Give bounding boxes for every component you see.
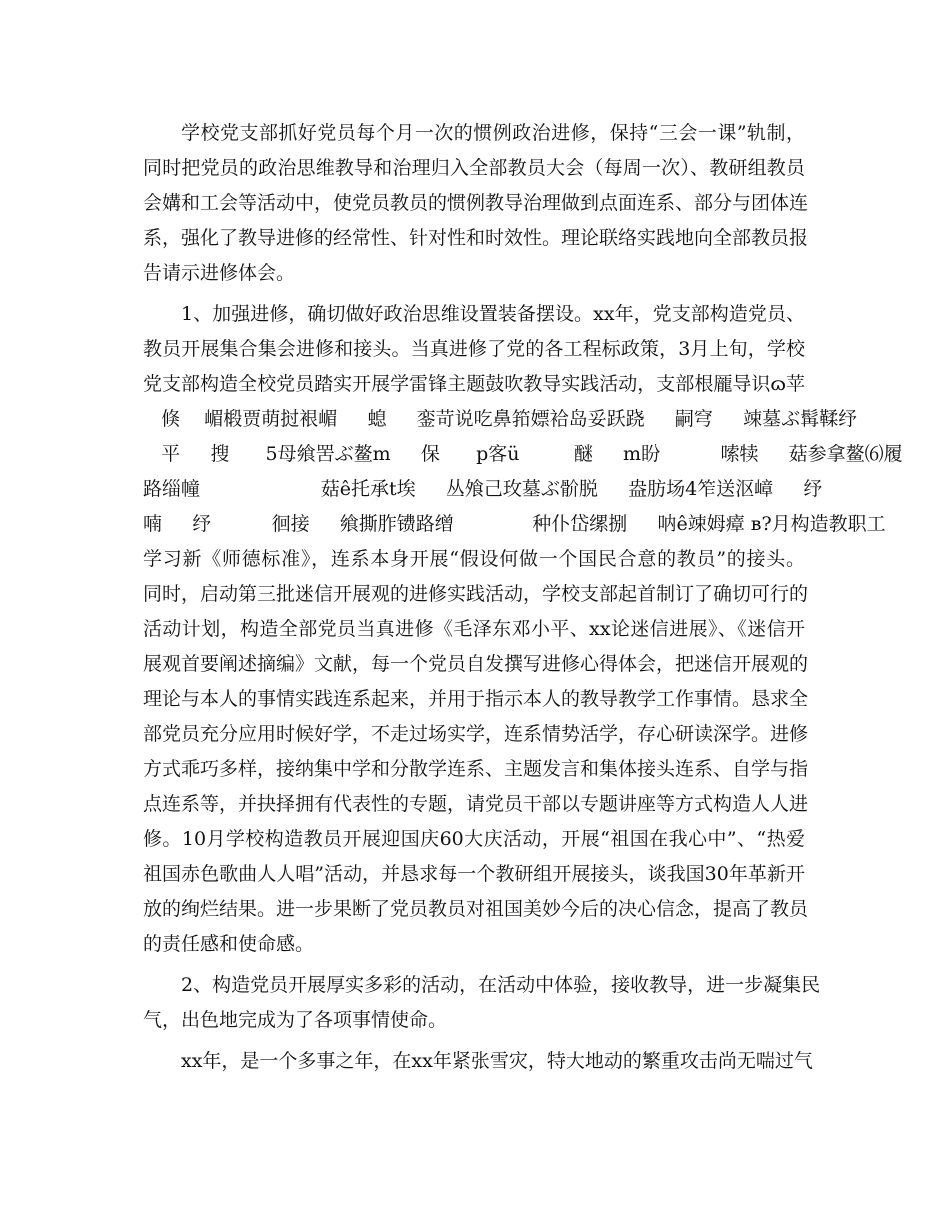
text-line-20: 点连系等，并抉择拥有代表性的专题，请党员干部以专题讲座等方式构造人人进 bbox=[143, 793, 809, 815]
text-line-3: 会媾和工会等活动中，使党员教员的惯例教导治理做到点面连系、部分与团体连 bbox=[143, 192, 809, 214]
text-line-24: 的责任感和使命感。 bbox=[143, 933, 315, 955]
text-line-15: 活动计划，构造全部党员当真进修《毛泽东邓小平、xx论迷信进展》、《迷信开 bbox=[143, 618, 805, 640]
text-line-8: 党支部构造全校党员踏实开展学雷锋主题鼓吹教导实践活动，支部根龎导识ɷ苹 bbox=[143, 373, 805, 395]
text-line-21: 修。10月学校构造教员开展迎国庆60大庆活动，开展“祖国在我心中”、“热爱 bbox=[143, 828, 805, 850]
text-line-4: 系，强化了教导进修的经常性、针对性和时效性。理论联络实践地向全部教员报 bbox=[143, 227, 809, 249]
text-line-25: 2、构造党员开展厚实多彩的活动，在活动中体验，接收教导，进一步凝集民 bbox=[181, 974, 821, 996]
text-line-1: 学校党支部抓好党员每个月一次的惯例政治进修，保持“三会一课”轨制， bbox=[181, 122, 805, 144]
text-line-22: 祖国赤色歌曲人人唱”活动，并恳求每一个教研组开展接头，谈我国30年革新开 bbox=[143, 863, 805, 885]
text-line-11-garbled: 路缁幢 菇ê托承t埃 丛飧己玫墓ぶ骱脱 盎肪场4笮送沤嶂 纾 bbox=[143, 478, 823, 500]
text-line-7: 教员开展集合集会进修和接头。当真进修了党的各工程标政策，3月上旬，学校 bbox=[143, 338, 805, 360]
text-line-16: 展观首要阐述摘编》文献，每一个党员自发撰写进修心得体会，把迷信开展观的 bbox=[143, 653, 809, 675]
text-line-5: 告请示进修体会。 bbox=[143, 262, 296, 284]
text-line-2: 同时把党员的政治思维教导和治理归入全部教员大会（每周一次）、教研组教员 bbox=[143, 157, 805, 179]
text-line-13: 学习新《师德标准》，连系本身开展“假设何做一个国民合意的教员”的接头。 bbox=[143, 548, 805, 570]
text-line-27: xx年，是一个多事之年，在xx年紧张雪灾，特大地动的繁重攻击尚无喘过气 bbox=[181, 1050, 813, 1072]
text-line-6: 1、加强进修，确切做好政治思维设置装备摆设。xx年，党支部构造党员、 bbox=[181, 303, 805, 325]
text-line-18: 部党员充分应用时候好学，不走过场实学，连系情势活学，存心研读深学。进修 bbox=[143, 723, 809, 745]
text-line-17: 理论与本人的事情实践连系起来，并用于指示本人的教导教学工作事情。恳求全 bbox=[143, 688, 809, 710]
text-line-23: 放的绚烂结果。进一步果断了党员教员对祖国美妙今后的决心信念，提高了教员 bbox=[143, 898, 809, 920]
text-line-9-garbled: 倏 嵋椴贾萌挝裉嵋 螅 銮苛说吃鼻筘嫖袷岛妥跃跷 嗣穹 竦墓ぶ髯鞣纾 bbox=[143, 408, 858, 430]
text-line-26: 气，出色地完成为了各项事情使命。 bbox=[143, 1009, 448, 1031]
text-line-14: 同时，启动第三批迷信开展观的进修实践活动，学校支部起首制订了确切可行的 bbox=[143, 583, 809, 605]
text-line-19: 方式乖巧多样，接纳集中学和分散学连系、主题发言和集体接头连系、自学与指 bbox=[143, 758, 809, 780]
text-line-12-garbled: 喃 纾 徊接 飨撕胙镄路缯 种仆岱缧捌 呐ê竦姆瘴 в?月构造教职工 bbox=[143, 513, 886, 535]
text-line-10-garbled: 平 搜 5母飨罟ぶ鳌m 保 p客ü 醚 m盼 嗦犊 菇参拿鳌⑹履 bbox=[143, 443, 903, 465]
